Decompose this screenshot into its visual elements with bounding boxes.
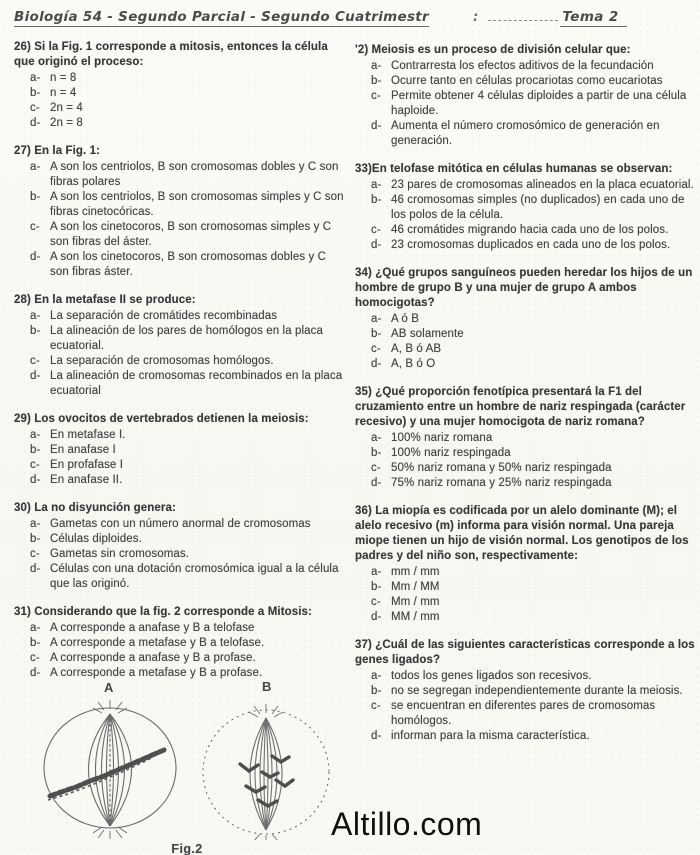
question-28-stem: 28) En la metafase II se produce: <box>14 294 196 306</box>
question-36-stem: 36) La miopía es codificada por un alelo dominante (M); el alelo recesivo (m) informa para visión normal. Una pareja miope tienen un hijo de visión normal. Los genotipos de los padres y del niño son, respectivamente: <box>355 505 689 562</box>
option-text: n = 4 <box>50 87 77 99</box>
question-29-option-c <box>14 458 348 473</box>
question-33-stem: 33)En telofase mitótica en células humanas se observan: <box>355 163 673 175</box>
option-text: se encuentran en diferentes pares de cromosomas homólogos. <box>391 700 656 727</box>
option-letter: a- <box>371 313 382 325</box>
option-text: En anafase II. <box>50 474 123 486</box>
option-text: 46 cromátides migrando hacia cada uno de los polos. <box>391 224 669 236</box>
question-30-option-a <box>14 517 348 532</box>
option-text: 23 cromosomas duplicados en cada uno de los polos. <box>391 239 671 251</box>
option-letter: b- <box>30 444 41 456</box>
option-text: 2n = 8 <box>50 117 83 129</box>
option-letter: c- <box>30 221 40 233</box>
option-text: En profafase I <box>50 459 123 471</box>
question-30-stem: 30) La no disyunción genera: <box>14 502 176 514</box>
question-31-option-a <box>14 621 348 636</box>
option-text: En metafase I. <box>50 429 126 441</box>
question-27-option-b <box>14 190 348 220</box>
question-33 <box>355 162 695 253</box>
option-letter: d- <box>371 239 382 251</box>
question-36-option-d <box>355 610 695 625</box>
option-text: 100% nariz romana <box>391 432 493 444</box>
option-letter: c- <box>30 459 40 471</box>
option-text: La alineación de cromosomas recombinados en la placa ecuatorial <box>50 370 343 397</box>
question-33-option-a <box>355 178 695 193</box>
cell-b-label: B <box>262 680 272 694</box>
option-letter: b- <box>371 328 382 340</box>
option-text: Gametas con un número anormal de cromosomas <box>50 518 311 530</box>
option-letter: d- <box>371 358 382 370</box>
question-29-option-b <box>14 443 348 458</box>
question-27 <box>14 144 348 280</box>
question-37-stem: 37) ¿Cuál de las siguientes características corresponde a los genes ligados? <box>355 639 695 666</box>
option-text: 23 pares de cromosomas alineados en la placa ecuatorial. <box>391 179 694 191</box>
question-37-option-d <box>355 729 695 744</box>
question-32-option-c <box>355 89 695 119</box>
option-text: A corresponde a metafase y B a telofase. <box>50 637 265 649</box>
option-letter: d- <box>371 120 382 132</box>
option-text: La separación de cromosomas homólogos. <box>50 355 274 367</box>
option-letter: a- <box>30 429 41 441</box>
question-34-option-a <box>355 312 695 327</box>
option-letter: c- <box>30 102 40 114</box>
question-34-option-c <box>355 342 695 357</box>
option-letter: d- <box>30 474 41 486</box>
option-text: Ocurre tanto en células procariotas como eucariotas <box>391 75 663 87</box>
course-title: Biología 54 - Segundo Parcial - Segundo Cuatrimestr <box>14 9 429 25</box>
question-31-option-b <box>14 636 348 651</box>
option-text: En anafase I <box>50 444 116 456</box>
option-letter: b- <box>30 87 41 99</box>
option-text: 2n = 4 <box>50 102 83 114</box>
option-text: Células diploides. <box>50 533 142 545</box>
option-letter: d- <box>371 730 382 742</box>
question-35 <box>355 385 695 491</box>
question-31-option-c <box>14 651 348 666</box>
question-28-option-c <box>14 354 348 369</box>
option-letter: a- <box>371 432 382 444</box>
question-31-stem: 31) Considerando que la fig. 2 corresponde a Mitosis: <box>14 606 312 618</box>
question-27-option-d <box>14 250 348 280</box>
option-text: Células con una dotación cromosómica igual a la célula que las originó. <box>50 563 339 590</box>
option-text: 100% nariz respingada <box>391 447 511 459</box>
question-34-option-b <box>355 327 695 342</box>
question-32-option-d <box>355 119 695 149</box>
question-34 <box>355 266 695 372</box>
header-blank-line <box>488 6 558 21</box>
option-letter: a- <box>30 161 41 173</box>
option-text: n = 8 <box>50 72 77 84</box>
figure-caption: Fig.2 <box>171 842 203 855</box>
header-colon: : <box>473 9 479 25</box>
option-letter: d- <box>30 251 41 263</box>
option-text: Mm / mm <box>391 596 440 608</box>
question-34-stem: 34) ¿Qué grupos sanguíneos pueden heredar los hijos de un hombre de grupo B y una mujer de grupo A ambos homocigotas? <box>355 267 693 309</box>
option-text: todos los genes ligados son recesivos. <box>391 670 592 682</box>
question-36-option-a <box>355 565 695 580</box>
question-36-option-c <box>355 595 695 610</box>
option-letter: d- <box>30 667 41 679</box>
mitosis-cells-drawing <box>24 680 350 840</box>
question-36 <box>355 504 695 625</box>
option-text: La separación de cromátides recombinadas <box>50 310 278 322</box>
question-29-option-d <box>14 473 348 488</box>
option-letter: a- <box>371 179 382 191</box>
option-letter: b- <box>30 325 41 337</box>
question-30-option-b <box>14 532 348 547</box>
option-text: A son los centriolos, B son cromosomas simples y C son fibras cinetocóricas. <box>50 191 344 218</box>
option-text: no se segregan independientemente durante la meiosis. <box>391 685 683 697</box>
option-text: 75% nariz romana y 25% nariz respingada <box>391 477 612 489</box>
question-27-stem: 27) En la Fig. 1: <box>14 145 101 157</box>
option-text: Mm / MM <box>391 581 440 593</box>
question-35-stem: 35) ¿Qué proporción fenotípica presentará la F1 del cruzamiento entre un hombre de nariz respingada (carácter recesivo) y una mujer homocigota de nariz romana? <box>355 386 686 428</box>
option-text: A son los cinetocoros, B son cromosomas dobles y C son fibras áster. <box>50 251 327 278</box>
question-35-option-d <box>355 476 695 491</box>
option-letter: a- <box>371 566 382 578</box>
option-letter: d- <box>30 563 41 575</box>
question-37-option-c <box>355 699 695 729</box>
question-26-option-d <box>14 116 348 131</box>
option-letter: c- <box>371 90 381 102</box>
option-text: A son los centriolos, B son cromosomas dobles y C son fibras polares <box>50 161 339 188</box>
option-text: A, B ó O <box>391 358 436 370</box>
figure-2 <box>24 680 350 855</box>
option-text: informan para la misma característica. <box>391 730 590 742</box>
option-letter: a- <box>30 310 41 322</box>
questions-column-right <box>355 43 695 757</box>
option-letter: a- <box>371 60 382 72</box>
option-text: mm / mm <box>391 566 440 578</box>
page-header <box>14 6 686 27</box>
option-text: Aumenta el número cromosómico de generación en generación. <box>391 120 660 147</box>
question-28-option-d <box>14 369 348 399</box>
question-30-option-d <box>14 562 348 592</box>
questions-column-left <box>14 40 348 694</box>
question-33-option-d <box>355 238 695 253</box>
option-letter: c- <box>371 462 381 474</box>
question-31-option-d <box>14 666 348 681</box>
option-text: A corresponde a metafase y B a profase. <box>50 667 263 679</box>
tema-label: Tema 2 <box>560 9 626 27</box>
question-35-option-a <box>355 431 695 446</box>
option-letter: c- <box>371 596 381 608</box>
question-32-option-b <box>355 74 695 89</box>
question-26-option-a <box>14 71 348 86</box>
question-26-option-c <box>14 101 348 116</box>
option-text: A, B ó AB <box>391 343 442 355</box>
option-text: 46 cromosomas simples (no duplicados) en cada uno de los polos de la célula. <box>391 194 685 221</box>
question-28-option-a <box>14 309 348 324</box>
question-37-option-a <box>355 669 695 684</box>
question-31 <box>14 605 348 681</box>
option-text: A son los cinetocoros, B son cromosomas simples y C son fibras del áster. <box>50 221 332 248</box>
question-35-option-b <box>355 446 695 461</box>
option-letter: c- <box>30 355 40 367</box>
question-28 <box>14 293 348 399</box>
question-29-option-a <box>14 428 348 443</box>
option-letter: d- <box>30 117 41 129</box>
question-29-stem: 29) Los ovocitos de vertebrados detienen la meiosis: <box>14 413 309 425</box>
option-text: A corresponde a anafase y B a telofase <box>50 622 255 634</box>
option-letter: d- <box>30 370 41 382</box>
question-30-option-c <box>14 547 348 562</box>
option-letter: b- <box>30 191 41 203</box>
option-text: 50% nariz romana y 50% nariz respingada <box>391 462 612 474</box>
option-letter: a- <box>30 518 41 530</box>
option-letter: a- <box>371 670 382 682</box>
option-letter: d- <box>371 477 382 489</box>
option-text: AB solamente <box>391 328 464 340</box>
question-35-option-c <box>355 461 695 476</box>
question-34-option-d <box>355 357 695 372</box>
option-letter: c- <box>371 343 381 355</box>
option-letter: d- <box>371 611 382 623</box>
option-text: Permite obtener 4 células diploides a partir de una célula haploide. <box>391 90 687 117</box>
question-30 <box>14 501 348 592</box>
question-26 <box>14 40 348 131</box>
option-letter: b- <box>371 75 382 87</box>
option-text: MM / mm <box>391 611 440 623</box>
option-letter: a- <box>30 622 41 634</box>
option-letter: b- <box>30 637 41 649</box>
question-32-stem: '2) Meiosis es un proceso de división celular que: <box>355 44 631 56</box>
question-27-option-c <box>14 220 348 250</box>
question-27-option-a <box>14 160 348 190</box>
option-letter: b- <box>30 533 41 545</box>
altillo-watermark: Altillo.com <box>331 806 483 842</box>
option-letter: b- <box>371 581 382 593</box>
option-text: La alineación de los pares de homólogos en la placa ecuatorial. <box>50 325 323 352</box>
question-26-stem: 26) Si la Fig. 1 corresponde a mitosis, entonces la célula que originó el proceso: <box>14 41 328 68</box>
option-text: A ó B <box>391 313 419 325</box>
option-letter: c- <box>371 224 381 236</box>
question-36-option-b <box>355 580 695 595</box>
question-33-option-c <box>355 223 695 238</box>
question-33-option-b <box>355 193 695 223</box>
cell-a-sketch <box>44 700 176 839</box>
option-letter: c- <box>371 700 381 712</box>
option-letter: b- <box>371 685 382 697</box>
question-28-option-b <box>14 324 348 354</box>
cell-b-sketch <box>203 704 329 840</box>
question-32-option-a <box>355 59 695 74</box>
option-text: Contrarresta los efectos aditivos de la fecundación <box>391 60 654 72</box>
option-letter: c- <box>30 652 40 664</box>
option-letter: c- <box>30 548 40 560</box>
question-37-option-b <box>355 684 695 699</box>
question-29 <box>14 412 348 488</box>
option-text: A corresponde a anafase y B a profase. <box>50 652 256 664</box>
option-text: Gametas sin cromosomas. <box>50 548 190 560</box>
option-letter: b- <box>371 194 382 206</box>
option-letter: a- <box>30 72 41 84</box>
option-letter: b- <box>371 447 382 459</box>
question-26-option-b <box>14 86 348 101</box>
question-37 <box>355 638 695 744</box>
cell-a-label: A <box>104 680 114 695</box>
question-32 <box>355 43 695 149</box>
